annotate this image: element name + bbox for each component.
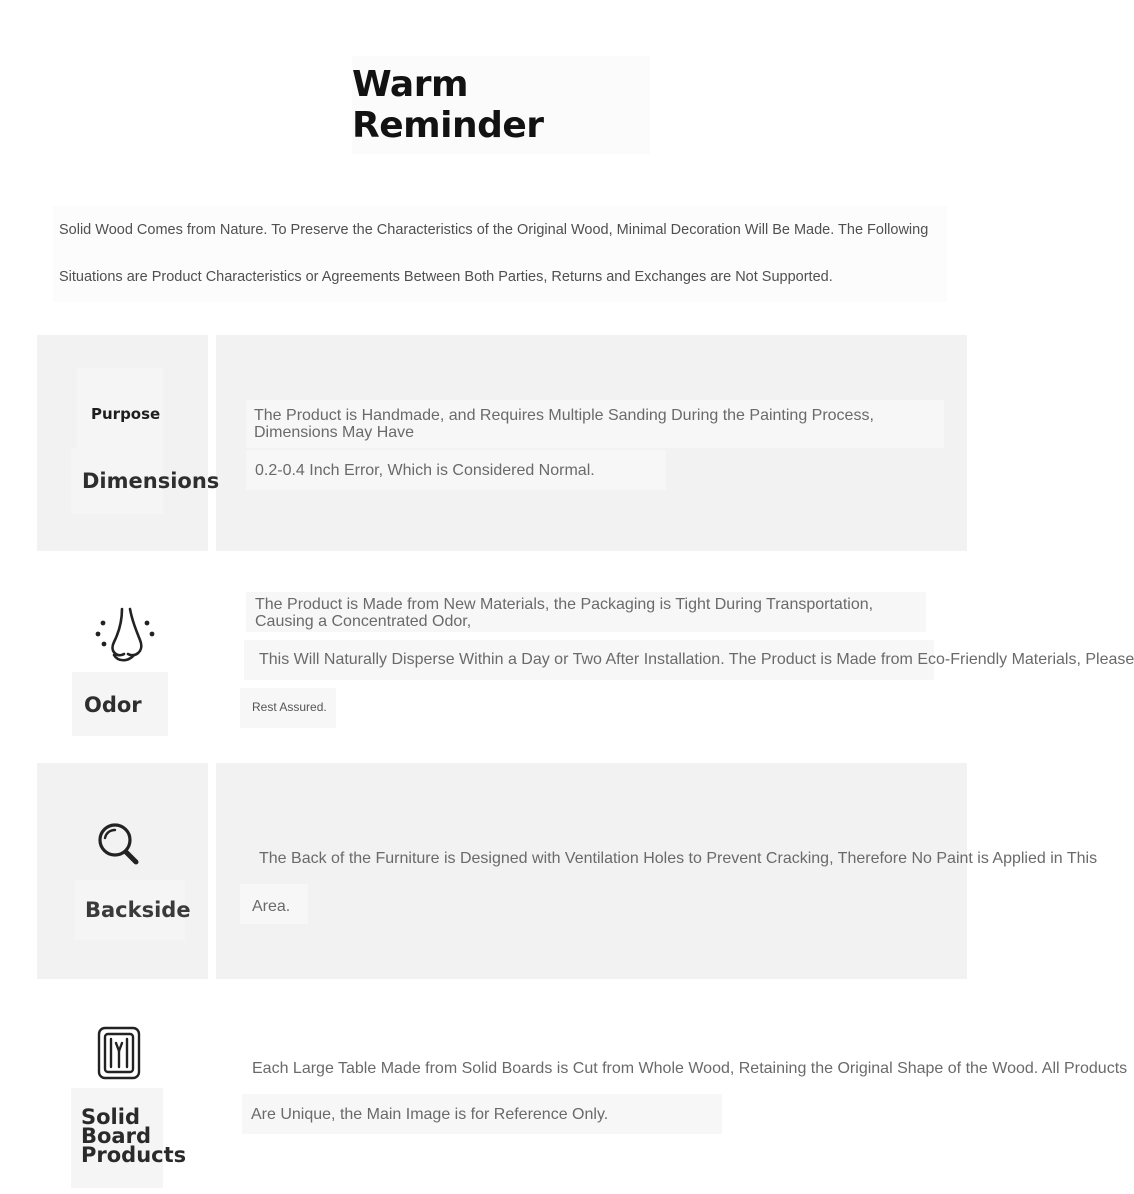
purpose-label: Purpose [91, 405, 161, 423]
solid-board-heading [81, 1105, 187, 1167]
solid-board-text-line-1: Each Large Table Made from Solid Boards is Cut from Whole Wood, Retaining the Original Shape of the Wood. All Products [252, 1060, 1128, 1077]
backside-text-line-2: Area. [252, 898, 291, 915]
backside-label-panel [37, 763, 208, 979]
intro-line-2: Situations are Product Characteristics or Agreements Between Both Parties, Returns and Exchanges are Not Supported. [59, 269, 833, 285]
page-title: Warm Reminder [352, 56, 650, 154]
backside-text-line-1: The Back of the Furniture is Designed with Ventilation Holes to Prevent Cracking, Therefore No Paint is Applied in This [259, 850, 1098, 867]
dimensions-text-line-1: The Product is Handmade, and Requires Multiple Sanding During the Painting Process, [254, 407, 874, 424]
backside-text-panel [216, 763, 967, 979]
wood-board-icon [96, 1025, 142, 1081]
odor-text-line-3: This Will Naturally Disperse Within a Day or Two After Installation. The Product is Made from Eco-Friendly Materials, Please [259, 651, 1134, 668]
solid-board-heading-line-1: Solid [81, 1105, 140, 1129]
solid-board-heading-line-3: Products [81, 1143, 187, 1167]
solid-board-heading-line-2: Board [81, 1124, 151, 1148]
magnifier-icon [96, 822, 142, 866]
intro-line-1: Solid Wood Comes from Nature. To Preserve the Characteristics of the Original Wood, Minimal Decoration Will Be Made. The Following [59, 222, 929, 238]
odor-text-line-4: Rest Assured. [252, 700, 327, 714]
solid-board-text-line-2: Are Unique, the Main Image is for Reference Only. [251, 1106, 609, 1123]
intro-block [53, 206, 947, 302]
dimensions-heading: Dimensions [82, 469, 220, 493]
backside-heading: Backside [85, 898, 191, 922]
dimensions-text-line-3: 0.2-0.4 Inch Error, Which is Considered Normal. [255, 462, 595, 479]
odor-text-line-1: The Product is Made from New Materials, the Packaging is Tight During Transportation, [255, 596, 874, 613]
dimensions-text-line-2: Dimensions May Have [254, 424, 415, 441]
odor-text-line-2: Causing a Concentrated Odor, [255, 613, 472, 630]
odor-heading: Odor [84, 693, 142, 717]
nose-icon [92, 606, 156, 666]
